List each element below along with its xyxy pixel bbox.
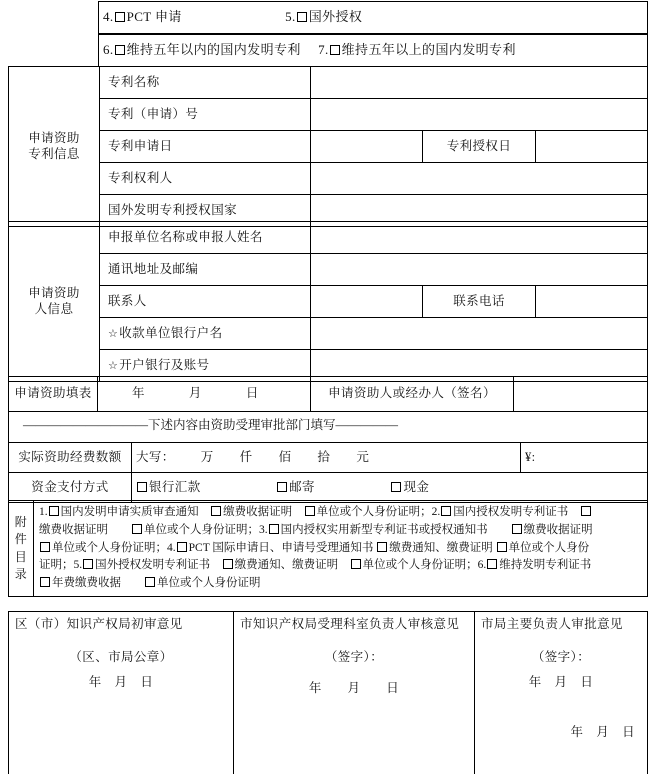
option-number-6: 6.	[103, 42, 114, 58]
approval-final-date-line[interactable]: 年 月 日	[570, 724, 635, 739]
approval-district-initial-review[interactable]	[9, 612, 234, 774]
section-label-attachment-list: 附 件 目 录	[9, 501, 34, 597]
option-label-pct-application: PCT 申请	[126, 9, 182, 25]
table-row	[9, 410, 648, 443]
field-label-bank-account-name	[100, 318, 311, 350]
star-icon: ☆	[108, 359, 119, 372]
field-label-address-postcode: 通讯地址及邮编	[100, 254, 311, 286]
table-row	[9, 67, 648, 99]
attachment-checkbox[interactable]	[223, 559, 233, 569]
attachment-checkbox[interactable]	[581, 506, 591, 516]
option-label-mail: 邮寄	[289, 479, 315, 494]
option-foreign-grant[interactable]	[285, 9, 362, 25]
attachment-checkbox[interactable]	[497, 542, 507, 552]
attachment-checkbox[interactable]	[441, 506, 451, 516]
checkbox-foreign-grant[interactable]	[297, 12, 307, 22]
amount-prefix: 大写：	[136, 449, 175, 464]
attachment-checkbox[interactable]	[40, 542, 50, 552]
dash-left: ——————————	[23, 418, 148, 433]
checkbox-cash[interactable]	[391, 482, 401, 492]
attachment-checkbox[interactable]	[132, 524, 142, 534]
date-unit-day: 日	[245, 386, 259, 401]
approval-date-line[interactable]: 年 月 日	[88, 675, 154, 690]
field-label-grant-date: 专利授权日	[423, 131, 535, 163]
field-label-patent-owner: 专利权利人	[100, 163, 311, 195]
field-label-patent-name: 专利名称	[100, 67, 311, 99]
option-pct-application[interactable]	[103, 9, 182, 25]
attachment-line: 1. 国内发明申请实质审查通知 缴费收据证明 单位或个人身份证明；2. 国内授权发明专利证书	[39, 504, 644, 522]
table-row	[9, 443, 648, 473]
option-number-5: 5.	[285, 9, 296, 25]
field-input-applicant-signature[interactable]	[514, 377, 648, 412]
amount-unit-wan: 万	[200, 449, 214, 464]
option-cash[interactable]	[390, 480, 429, 496]
amount-unit-qian: 仟	[239, 449, 253, 464]
attachment-checkbox[interactable]	[351, 559, 361, 569]
field-label-actual-amount: 实际资助经费数额	[9, 443, 132, 473]
attachment-line: 年费缴费收据 单位或个人身份证明	[39, 575, 644, 593]
table-row	[9, 131, 648, 163]
checkbox-bank-transfer[interactable]	[137, 482, 147, 492]
patent-info-table	[8, 66, 648, 227]
attachment-checkbox[interactable]	[177, 542, 187, 552]
attachment-line: 缴费收据证明 单位或个人身份证明；3. 国内授权实用新型专利证书或授权通知书 缴费收据证明	[39, 523, 593, 536]
field-label-applicant-signature: 申请资助人或经办人（签名）	[311, 377, 514, 412]
option-bank-transfer[interactable]	[136, 480, 201, 496]
option-label-bank-transfer: 银行汇款	[149, 479, 201, 494]
table-row	[9, 318, 648, 350]
field-label-applicant-name: 申报单位名称或申报人姓名	[100, 222, 311, 254]
section-label-applicant-info	[9, 222, 100, 382]
spacer-cell	[8, 2, 99, 35]
table-row	[9, 377, 648, 412]
spacer-cell	[8, 34, 99, 67]
field-input-contact-person[interactable]	[311, 286, 423, 318]
approval-sign-line[interactable]: （签字）：	[531, 649, 591, 664]
section-label-line-1: 申请资助	[28, 285, 80, 300]
field-label-text: 收款单位银行户名	[119, 325, 223, 340]
option-label-cash: 现金	[403, 479, 430, 494]
internal-use-note-text: 下述内容由资助受理审批部门填写	[148, 418, 336, 433]
date-unit-year: 年	[132, 386, 145, 401]
amount-unit-yuan: 元	[356, 449, 370, 464]
attachment-checkbox[interactable]	[83, 559, 93, 569]
field-input-applicant-name[interactable]	[311, 222, 648, 254]
field-label-application-date: 专利申请日	[100, 131, 311, 163]
field-input-patent-name[interactable]	[311, 67, 648, 99]
option-number-4: 4.	[103, 9, 114, 25]
amount-unit-shi: 拾	[317, 449, 331, 464]
table-row	[9, 222, 648, 254]
approval-city-department-review[interactable]	[234, 612, 475, 774]
approval-date-line[interactable]: 年 月 日	[528, 675, 594, 690]
field-input-bank-account-name[interactable]	[311, 318, 648, 350]
subsidy-amount-table	[8, 442, 648, 503]
internal-use-note-table	[8, 410, 648, 443]
attachment-checkbox[interactable]	[512, 524, 522, 534]
currency-label: ¥:	[525, 449, 536, 464]
field-input-amount-in-words[interactable]	[132, 443, 521, 473]
attachment-line: 单位或个人身份证明；4. PCT 国际申请日、申请号受理通知书 缴费通知、缴费证明 单位或个人身份	[39, 540, 644, 558]
dash-right: —————	[335, 418, 399, 433]
table-row	[9, 286, 648, 318]
fill-date-table	[8, 376, 648, 412]
section-label-line-2: 人信息	[34, 301, 74, 316]
table-row	[8, 2, 648, 35]
approval-sign-line[interactable]: （签字）：	[324, 649, 384, 664]
approval-seal-line: （区、市局公章）	[69, 649, 173, 664]
field-input-payment-method	[132, 473, 648, 503]
field-label-contact-person: 联系人	[100, 286, 311, 318]
field-label-patent-number: 专利（申请）号	[100, 99, 311, 131]
attachment-checkbox[interactable]	[40, 577, 50, 587]
applicant-info-table	[8, 221, 648, 382]
field-label-fill-form: 申请资助填表	[9, 377, 98, 412]
option-number-7: 7.	[318, 42, 329, 58]
table-row	[9, 254, 648, 286]
attachment-line: 证明；5. 国外授权发明专利证书 缴费通知、缴费证明 单位或个人身份证明；6. 维持发明专利证书	[39, 559, 592, 572]
field-input-grant-date[interactable]	[535, 131, 647, 163]
checkbox-mail[interactable]	[277, 482, 287, 492]
amount-unit-bai: 佰	[278, 449, 292, 464]
section-label-line-1: 申请资助	[28, 130, 80, 145]
attachment-list-content	[34, 501, 648, 597]
table-row	[9, 473, 648, 503]
attachment-checkbox[interactable]	[487, 559, 497, 569]
field-input-patent-owner[interactable]	[311, 163, 648, 195]
approval-title: 市局主要负责人审批意见	[481, 617, 623, 631]
option-label-maintain-over-five-years: 维持五年以上的国内发明专利	[341, 42, 516, 58]
application-type-row-1	[99, 2, 648, 35]
approval-title: 区（市）知识产权局初审意见	[15, 617, 183, 631]
attachment-checkbox[interactable]	[377, 542, 387, 552]
checkbox-maintain-over-five-years[interactable]	[330, 45, 340, 55]
option-mail[interactable]	[276, 480, 315, 496]
approval-date-line[interactable]: 年 月 日	[308, 681, 400, 696]
table-row	[9, 99, 648, 131]
approval-title: 市知识产权局受理科室负责人审核意见	[240, 617, 460, 631]
application-type-table	[8, 1, 648, 67]
field-input-address-postcode[interactable]	[311, 254, 648, 286]
attachment-checkbox[interactable]	[305, 506, 315, 516]
attachment-checkbox[interactable]	[145, 577, 155, 587]
approval-opinions-table	[8, 611, 648, 774]
option-label-foreign-grant: 国外授权	[308, 9, 363, 25]
application-type-row-2	[99, 34, 648, 67]
checkbox-maintain-under-five-years[interactable]	[115, 45, 125, 55]
table-row	[9, 501, 648, 597]
table-row	[8, 34, 648, 67]
section-label-line-2: 专利信息	[28, 146, 80, 161]
attachment-checkbox[interactable]	[49, 506, 59, 516]
field-input-contact-phone[interactable]	[535, 286, 647, 318]
field-label-payment-method: 资金支付方式	[9, 473, 132, 503]
option-maintain-under-five-years[interactable]	[103, 42, 301, 58]
attachment-list-table	[8, 500, 648, 597]
table-row	[9, 612, 648, 774]
option-label-maintain-under-five-years: 维持五年以内的国内发明专利	[126, 42, 301, 58]
option-maintain-over-five-years[interactable]	[318, 42, 516, 58]
checkbox-pct-application[interactable]	[115, 12, 125, 22]
section-label-patent-info	[9, 67, 100, 227]
field-input-patent-number[interactable]	[311, 99, 648, 131]
field-label-contact-phone: 联系电话	[423, 286, 535, 318]
field-input-amount-numeric[interactable]	[521, 443, 648, 473]
field-input-fill-date[interactable]	[98, 377, 311, 412]
attachment-checkbox[interactable]	[211, 506, 221, 516]
table-row	[9, 163, 648, 195]
approval-city-bureau-head[interactable]	[475, 612, 648, 774]
field-label-text: 开户银行及账号	[119, 357, 210, 372]
internal-use-note	[9, 410, 648, 443]
field-label-foreign-grant-country: 国外发明专利授权国家	[100, 195, 311, 227]
attachment-checkbox[interactable]	[269, 524, 279, 534]
field-input-application-date[interactable]	[311, 131, 423, 163]
date-unit-month: 月	[188, 386, 202, 401]
star-icon: ☆	[108, 327, 119, 340]
